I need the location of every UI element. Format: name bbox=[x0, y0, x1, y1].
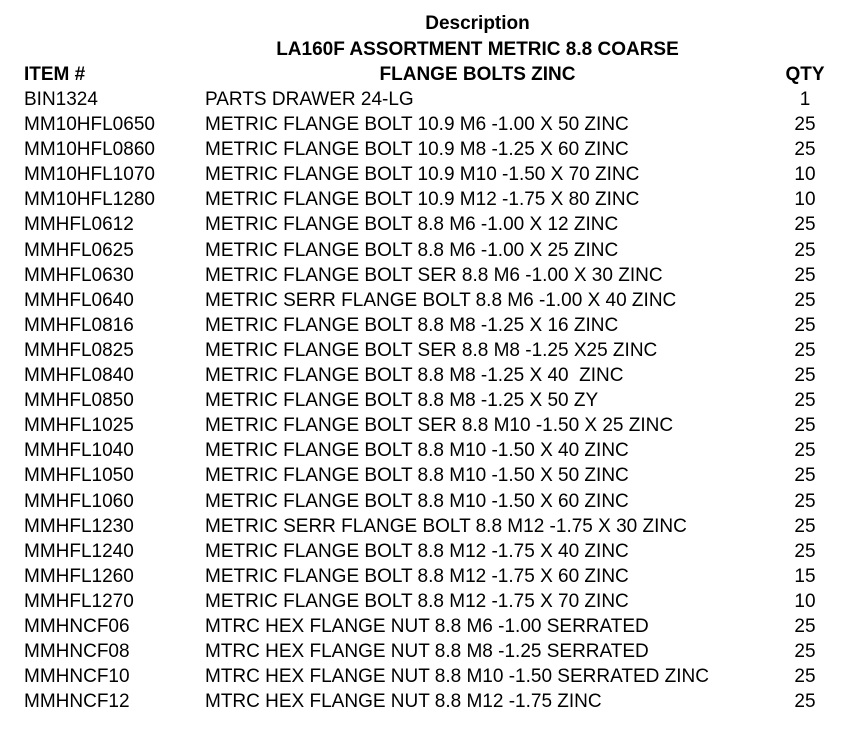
item-number-cell: MMHFL1050 bbox=[24, 465, 134, 487]
item-number-cell: MMHFL1260 bbox=[24, 565, 134, 587]
table-row bbox=[0, 162, 850, 187]
table-row bbox=[0, 589, 850, 614]
description-cell: METRIC FLANGE BOLT 8.8 M8 -1.25 X 50 ZY bbox=[205, 390, 599, 412]
quantity-cell: 25 bbox=[794, 615, 816, 637]
quantity-cell: 25 bbox=[794, 691, 816, 713]
description-cell: METRIC FLANGE BOLT 10.9 M10 -1.50 X 70 ZINC bbox=[205, 164, 640, 186]
description-cell: METRIC FLANGE BOLT 8.8 M8 -1.25 X 16 ZINC bbox=[205, 314, 619, 336]
quantity-cell: 1 bbox=[799, 89, 811, 110]
quantity-cell: 25 bbox=[794, 465, 816, 487]
table-row bbox=[0, 137, 850, 162]
description-cell: METRIC FLANGE BOLT SER 8.8 M8 -1.25 X25 ZINC bbox=[205, 339, 658, 361]
table-row bbox=[0, 238, 850, 263]
item-number-cell: MMHFL0816 bbox=[24, 314, 134, 336]
item-number-cell: MMHFL0825 bbox=[24, 339, 134, 361]
quantity-cell: 25 bbox=[794, 390, 816, 412]
table-row bbox=[0, 338, 850, 363]
table-row bbox=[0, 263, 850, 288]
table-row bbox=[0, 212, 850, 237]
quantity-cell: 25 bbox=[794, 289, 816, 311]
table-row bbox=[0, 689, 850, 714]
quantity-cell: 15 bbox=[794, 565, 816, 587]
item-number-cell: MMHFL1025 bbox=[24, 415, 134, 437]
quantity-cell: 25 bbox=[794, 314, 816, 336]
table-row bbox=[0, 614, 850, 639]
quantity-cell: 10 bbox=[794, 590, 816, 612]
quantity-cell: 25 bbox=[794, 490, 816, 512]
item-number-cell: BIN1324 bbox=[24, 89, 98, 110]
quantity-cell: 10 bbox=[794, 189, 816, 211]
description-cell: METRIC FLANGE BOLT 8.8 M10 -1.50 X 50 ZINC bbox=[205, 465, 629, 487]
table-row bbox=[0, 539, 850, 564]
item-number-cell: MMHNCF06 bbox=[24, 615, 130, 637]
description-cell: PARTS DRAWER 24-LG bbox=[205, 89, 414, 110]
description-cell: MTRC HEX FLANGE NUT 8.8 M6 -1.00 SERRATED bbox=[205, 615, 649, 637]
item-number-cell: MM10HFL1280 bbox=[24, 189, 155, 211]
item-number-cell: MMHFL1270 bbox=[24, 590, 134, 612]
parts-list-table bbox=[0, 87, 850, 714]
description-cell: METRIC FLANGE BOLT 10.9 M6 -1.00 X 50 ZINC bbox=[205, 114, 629, 136]
description-cell: METRIC FLANGE BOLT SER 8.8 M10 -1.50 X 25 ZINC bbox=[205, 415, 674, 437]
item-number-cell: MM10HFL0860 bbox=[24, 139, 155, 161]
description-cell: METRIC FLANGE BOLT 10.9 M12 -1.75 X 80 ZINC bbox=[205, 189, 640, 211]
item-number-cell: MMHFL1230 bbox=[24, 515, 134, 537]
qty-column-header: QTY bbox=[785, 64, 825, 85]
description-cell: METRIC FLANGE BOLT 8.8 M12 -1.75 X 40 ZINC bbox=[205, 540, 629, 562]
description-cell: METRIC FLANGE BOLT 8.8 M6 -1.00 X 12 ZINC bbox=[205, 214, 619, 236]
item-number-cell: MMHNCF08 bbox=[24, 641, 130, 663]
quantity-cell: 25 bbox=[794, 139, 816, 161]
table-row bbox=[0, 438, 850, 463]
description-cell: METRIC FLANGE BOLT SER 8.8 M6 -1.00 X 30 ZINC bbox=[205, 264, 663, 286]
table-row bbox=[0, 313, 850, 338]
assortment-title-line1: LA160F ASSORTMENT METRIC 8.8 COARSE bbox=[276, 39, 679, 60]
quantity-cell: 25 bbox=[794, 239, 816, 261]
item-number-cell: MMHFL0630 bbox=[24, 264, 134, 286]
table-row bbox=[0, 639, 850, 664]
table-row bbox=[0, 664, 850, 689]
description-cell: METRIC FLANGE BOLT 8.8 M10 -1.50 X 40 ZINC bbox=[205, 440, 629, 462]
description-cell: METRIC FLANGE BOLT 8.8 M6 -1.00 X 25 ZINC bbox=[205, 239, 619, 261]
item-number-cell: MMHFL1240 bbox=[24, 540, 134, 562]
item-number-cell: MM10HFL1070 bbox=[24, 164, 155, 186]
item-column-header: ITEM # bbox=[24, 64, 86, 85]
item-number-cell: MMHNCF12 bbox=[24, 691, 130, 713]
quantity-cell: 25 bbox=[794, 666, 816, 688]
table-row bbox=[0, 463, 850, 488]
description-cell: MTRC HEX FLANGE NUT 8.8 M12 -1.75 ZINC bbox=[205, 691, 602, 713]
item-number-cell: MMHFL0625 bbox=[24, 239, 134, 261]
table-row bbox=[0, 564, 850, 589]
description-column-header: Description bbox=[425, 13, 530, 34]
quantity-cell: 25 bbox=[794, 264, 816, 286]
description-cell: METRIC FLANGE BOLT 8.8 M12 -1.75 X 60 ZINC bbox=[205, 565, 629, 587]
table-row bbox=[0, 514, 850, 539]
quantity-cell: 25 bbox=[794, 641, 816, 663]
description-cell: METRIC FLANGE BOLT 8.8 M8 -1.25 X 40 ZINC bbox=[205, 365, 624, 387]
item-number-cell: MMHFL1040 bbox=[24, 440, 134, 462]
description-cell: MTRC HEX FLANGE NUT 8.8 M8 -1.25 SERRATED bbox=[205, 641, 649, 663]
quantity-cell: 25 bbox=[794, 415, 816, 437]
quantity-cell: 25 bbox=[794, 440, 816, 462]
table-row bbox=[0, 112, 850, 137]
table-row bbox=[0, 187, 850, 212]
quantity-cell: 25 bbox=[794, 365, 816, 387]
item-number-cell: MM10HFL0650 bbox=[24, 114, 155, 136]
table-row bbox=[0, 363, 850, 388]
table-row bbox=[0, 87, 850, 112]
table-row bbox=[0, 288, 850, 313]
quantity-cell: 25 bbox=[794, 339, 816, 361]
table-row bbox=[0, 413, 850, 438]
quantity-cell: 10 bbox=[794, 164, 816, 186]
quantity-cell: 25 bbox=[794, 214, 816, 236]
description-cell: MTRC HEX FLANGE NUT 8.8 M10 -1.50 SERRATED ZINC bbox=[205, 666, 709, 688]
description-cell: METRIC FLANGE BOLT 8.8 M10 -1.50 X 60 ZINC bbox=[205, 490, 629, 512]
quantity-cell: 25 bbox=[794, 540, 816, 562]
item-number-cell: MMHFL1060 bbox=[24, 490, 134, 512]
item-number-cell: MMHNCF10 bbox=[24, 666, 130, 688]
quantity-cell: 25 bbox=[794, 515, 816, 537]
description-cell: METRIC FLANGE BOLT 10.9 M8 -1.25 X 60 ZINC bbox=[205, 139, 629, 161]
description-cell: METRIC SERR FLANGE BOLT 8.8 M12 -1.75 X 30 ZINC bbox=[205, 515, 687, 537]
item-number-cell: MMHFL0840 bbox=[24, 365, 134, 387]
quantity-cell: 25 bbox=[794, 114, 816, 136]
table-row bbox=[0, 388, 850, 413]
assortment-title-line2: FLANGE BOLTS ZINC bbox=[379, 64, 576, 85]
item-number-cell: MMHFL0850 bbox=[24, 390, 134, 412]
table-row bbox=[0, 489, 850, 514]
description-cell: METRIC SERR FLANGE BOLT 8.8 M6 -1.00 X 40 ZINC bbox=[205, 289, 677, 311]
item-number-cell: MMHFL0640 bbox=[24, 289, 134, 311]
description-cell: METRIC FLANGE BOLT 8.8 M12 -1.75 X 70 ZINC bbox=[205, 590, 629, 612]
item-number-cell: MMHFL0612 bbox=[24, 214, 134, 236]
